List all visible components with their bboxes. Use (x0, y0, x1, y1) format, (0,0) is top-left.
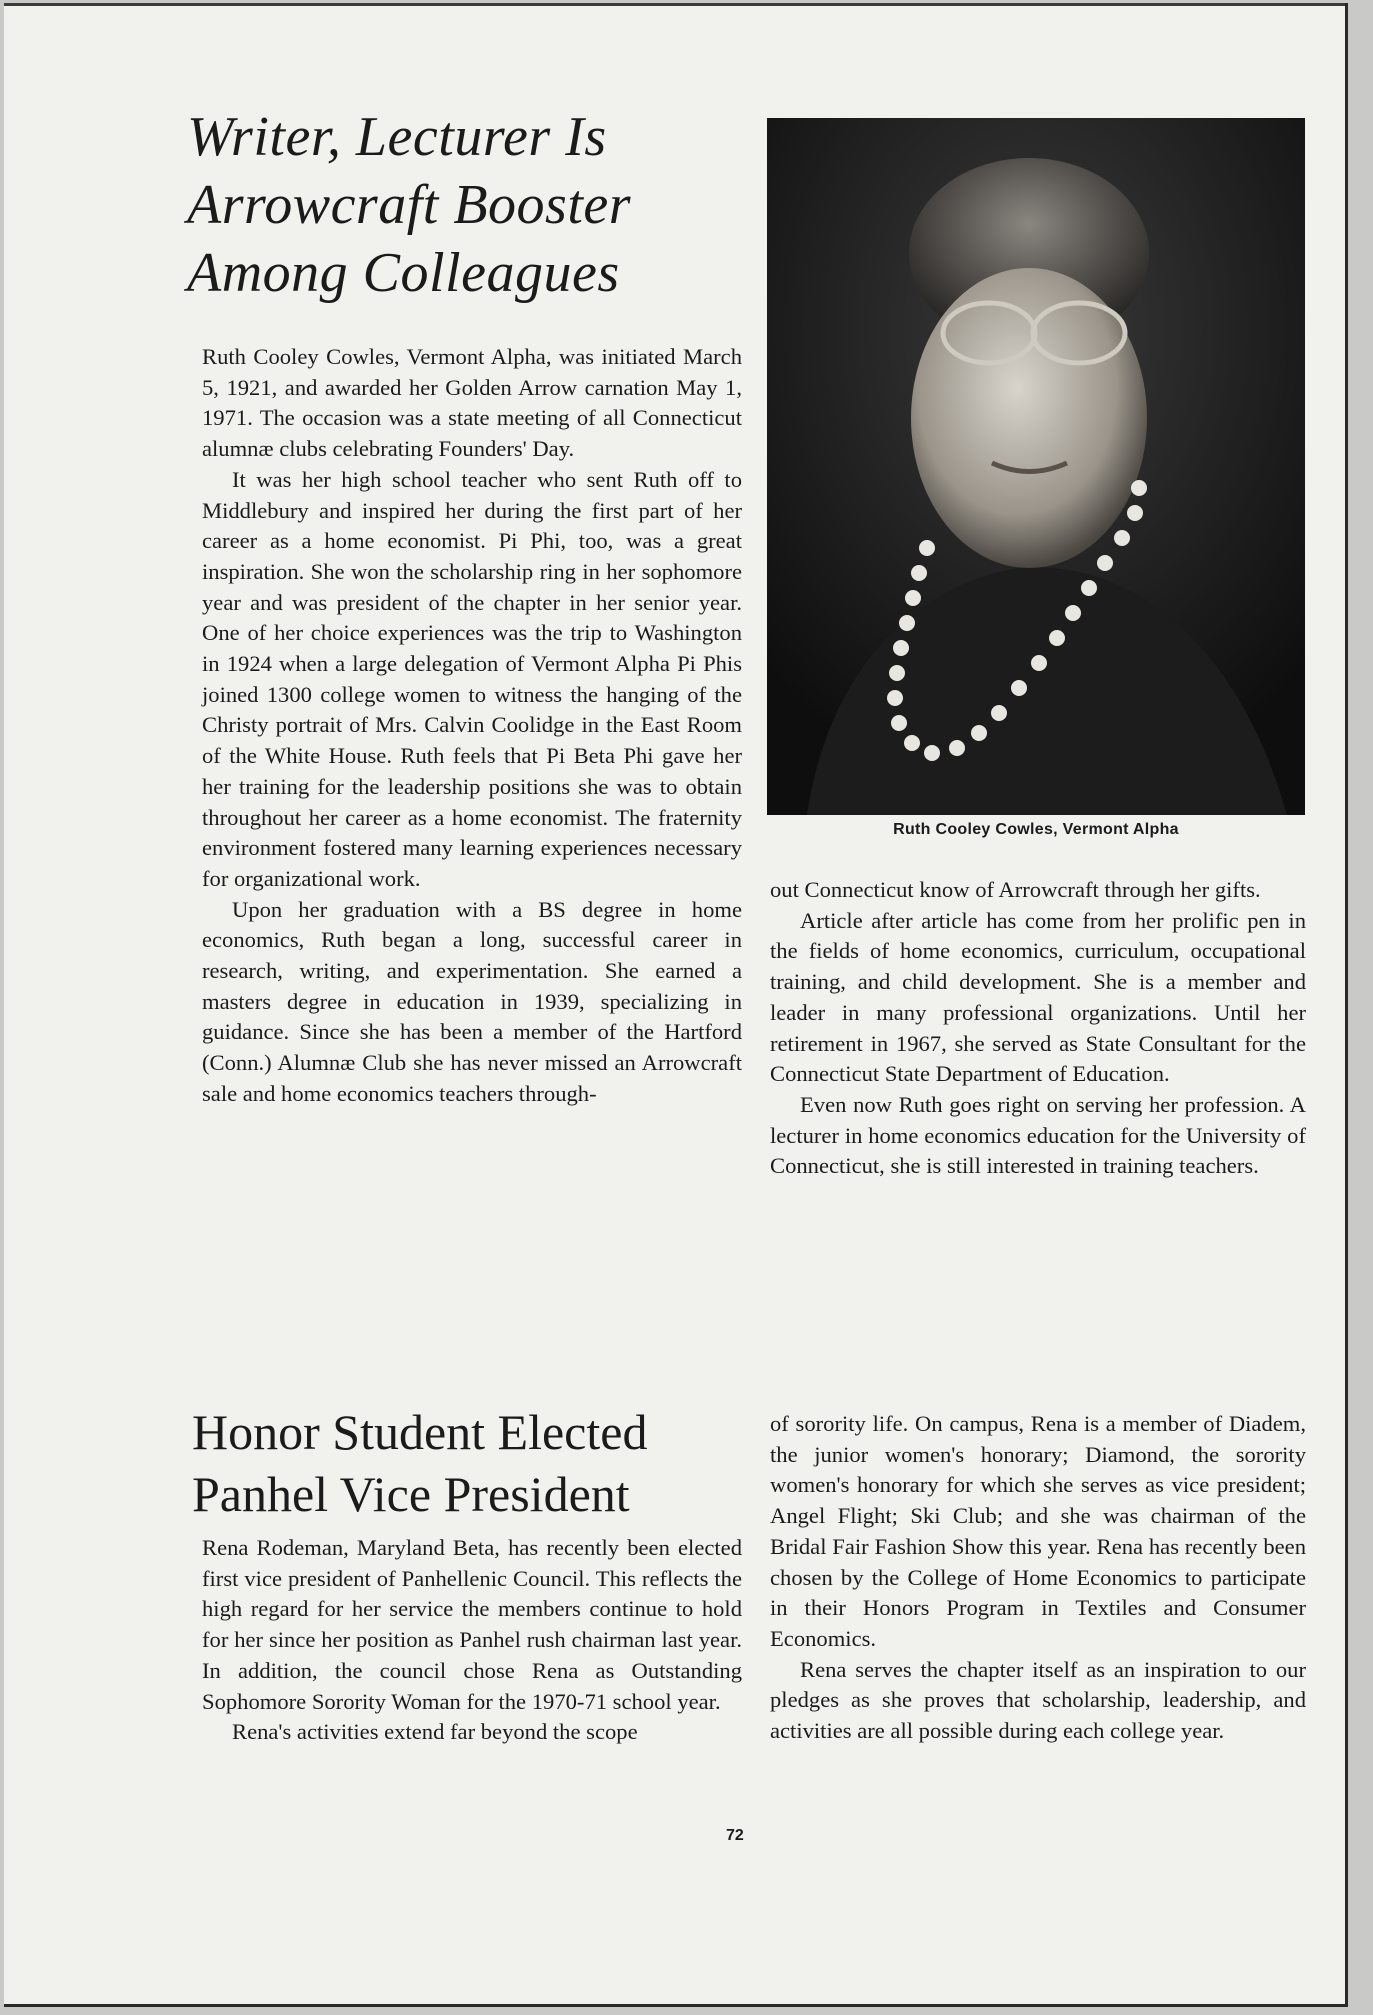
article1-paragraph: It was her high school teacher who sent Ruth off to Middlebury and inspired her during the first part of her career as a home economist. Pi Phi, too, was a great inspiration. She won the scholarship ring in her sophomore year and was president of the chapter in her senior year. One of her choice experiences was the trip to Washington in 1924 when a large delegation of Vermont Alpha Pi Phis joined 1300 college women to witness the hanging of the Christy portrait of Mrs. Calvin Coolidge in the East Room of the White House. Ruth feels that Pi Beta Phi gave her her training for the leadership positions she was to obtain throughout her career as a home economist. The fraternity environment fostered many learning experiences necessary for organizational work. (202, 466, 742, 891)
article2-paragraph: Rena Rodeman, Maryland Beta, has recently been elected first vice president of Panhellenic Council. This reflects the high regard for her service the members continue to hold for her since her position as Panhel rush chairman last year. In addition, the council chose Rena as Outstanding Sophomore Sorority Woman for the 1970-71 school year. (202, 1535, 742, 1714)
article1-paragraph: Ruth Cooley Cowles, Vermont Alpha, was initiated March 5, 1921, and awarded her Golden Arrow carnation May 1, 1971. The occasion was a state meeting of all Connecticut alumnæ clubs celebrating Founders' Day. (202, 344, 742, 462)
page-number: 72 (726, 1827, 744, 1844)
portrait-illustration (767, 118, 1305, 815)
portrait-photo (767, 118, 1305, 815)
article1-title (187, 103, 747, 307)
top-rule (4, 3, 1345, 6)
article1-left-column (202, 342, 742, 1110)
article1-title-line: Arrowcraft Booster (187, 174, 632, 236)
article2-paragraph: of sorority life. On campus, Rena is a member of Diadem, the junior women's honorary; Diamond, the sorority women's honorary for which she serves as vice president; Angel Flight; Ski Club; and she was chairman of the Bridal Fair Fashion Show this year. Rena has recently been chosen by the College of Home Economics to participate in their Honors Program in Textiles and Consumer Economics. (770, 1411, 1306, 1651)
article2-title-line: Panhel Vice President (192, 1466, 630, 1522)
article2-paragraph: Rena's activities extend far beyond the scope (232, 1719, 638, 1745)
article2-left-column (202, 1533, 742, 1748)
article1-paragraph: Even now Ruth goes right on serving her profession. A lecturer in home economics education for the University of Connecticut, she is still interested in training teachers. (770, 1091, 1306, 1179)
article2-paragraph: Rena serves the chapter itself as an inspiration to our pledges as she proves that scholarship, leadership, and activities are all possible during each college year. (770, 1656, 1306, 1744)
photo-caption: Ruth Cooley Cowles, Vermont Alpha (893, 821, 1179, 838)
magazine-page (4, 3, 1348, 2007)
article2-right-column (770, 1409, 1306, 1747)
article2-title (192, 1401, 712, 1525)
article1-paragraph: Upon her graduation with a BS degree in home economics, Ruth began a long, successful career in research, writing, and experimentation. She earned a masters degree in education in 1939, specializing in guidance. Since she has been a member of the Hartford (Conn.) Alumnæ Club she has never missed an Arrowcraft sale and home economics teachers through- (202, 896, 742, 1106)
article1-title-line: Writer, Lecturer Is (187, 106, 607, 168)
article1-title-line: Among Colleagues (187, 242, 620, 304)
article2-title-line: Honor Student Elected (192, 1404, 648, 1460)
article1-paragraph: Article after article has come from her prolific pen in the fields of home economics, curriculum, occupational training, and child development. She is a member and leader in many professional organizations. Until her retirement in 1967, she served as State Consultant for the Connecticut State Department of Education. (770, 907, 1306, 1087)
article1-paragraph: out Connecticut know of Arrowcraft through her gifts. (770, 877, 1261, 902)
article1-right-column (770, 875, 1306, 1182)
